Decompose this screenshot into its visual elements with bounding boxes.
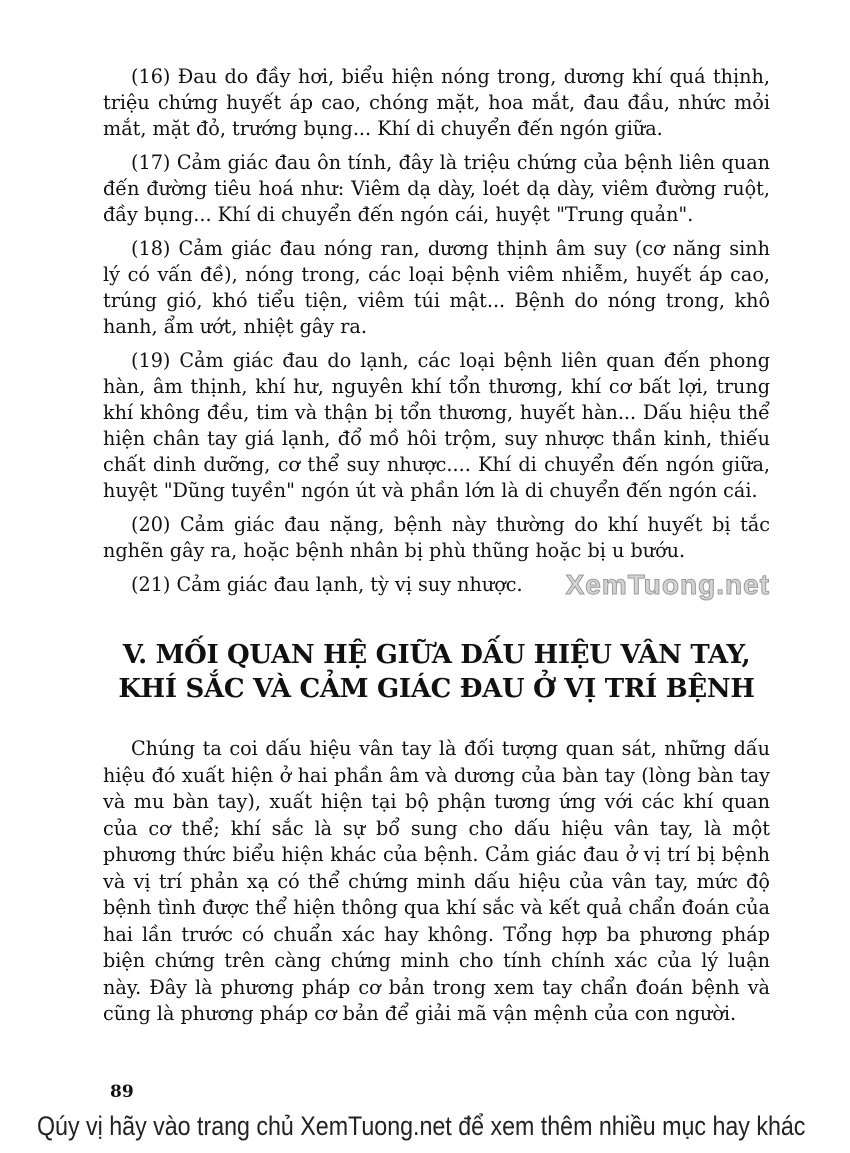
text-line: mắt, mặt đỏ, trướng bụng... Khí di chuyển đến ngón giữa.: [103, 117, 663, 140]
text-line: của cơ thể; khí sắc là sự bổ sung cho dấu hiệu vân tay, là một: [103, 816, 770, 840]
text-line: trúng gió, khó tiểu tiện, viêm túi mật... Bệnh do nóng trong, khô: [103, 289, 770, 312]
symptom-paragraph: [103, 348, 770, 504]
page-content: [103, 64, 770, 1036]
text-line: hiệu đó xuất hiện ở hai phần âm và dương của bàn tay (lòng bàn tay: [103, 763, 770, 787]
watermark: XemTuong.net: [565, 569, 770, 600]
text-line: (21) Cảm giác đau lạnh, tỳ vị suy nhược.: [131, 573, 523, 596]
text-line: lý có vấn đề), nóng trong, các loại bệnh viêm nhiễm, huyết áp cao,: [103, 263, 770, 286]
text-line: đầy bụng... Khí di chuyển đến ngón cái, huyệt "Trung quản".: [103, 203, 694, 226]
symptom-paragraph: [103, 150, 770, 228]
text-line: huyệt "Dũng tuyền" ngón út và phần lớn là di chuyển đến ngón cái.: [103, 479, 758, 502]
text-line: và mu bàn tay), xuất hiện tại bộ phận tương ứng với các khí quan: [103, 790, 770, 813]
page-number: 89: [110, 1082, 134, 1102]
text-line: chất dinh dưỡng, cơ thể suy nhược.... Khí di chuyển đến ngón giữa,: [103, 453, 770, 476]
symptom-paragraph: [103, 512, 770, 564]
text-line: bệnh tình được thể hiện thông qua khí sắc và kết quả chẩn đoán của: [103, 896, 770, 919]
text-line: (20) Cảm giác đau nặng, bệnh này thường do khí huyết bị tắc: [131, 513, 770, 536]
text-line: triệu chứng huyết áp cao, chóng mặt, hoa mắt, đau đầu, nhức mỏi: [103, 91, 770, 114]
text-line: biện chứng trên càng chứng minh cho tính chính xác của lý luận: [103, 949, 770, 972]
section-heading-line: KHÍ SẮC VÀ CẢM GIÁC ĐAU Ở VỊ TRÍ BỆNH: [118, 674, 755, 704]
text-line: nghẽn gây ra, hoặc bệnh nhân bị phù thũng hoặc bị u bướu.: [103, 539, 686, 562]
footer-banner: Qúy vị hãy vào trang chủ XemTuong.net để xem thêm nhiều mục hay khác: [37, 1111, 806, 1141]
symptom-paragraph: [103, 64, 770, 142]
text-line: (17) Cảm giác đau ôn tính, đây là triệu chứng của bệnh liên quan: [131, 151, 770, 174]
text-line: phương thức biểu hiện khác của bệnh. Cảm giác đau ở vị trí bị bệnh: [103, 843, 770, 866]
text-line: và vị trí phản xạ có thể chứng minh dấu hiệu của vân tay, mức độ: [103, 869, 770, 893]
watermark-row: [103, 569, 770, 600]
text-line: này. Đây là phương pháp cơ bản trong xem tay chẩn đoán bệnh và: [103, 975, 770, 999]
text-line: (18) Cảm giác đau nóng ran, dương thịnh âm suy (cơ năng sinh: [131, 237, 770, 260]
text-line: (19) Cảm giác đau do lạnh, các loại bệnh liên quan đến phong: [131, 349, 770, 372]
section-heading: [103, 638, 770, 706]
symptom-paragraph: [103, 236, 770, 340]
text-line: hai lần trước có chuẩn xác hay không. Tổng hợp ba phương pháp: [103, 922, 770, 946]
text-line: cũng là phương pháp cơ bản để giải mã vận mệnh của con người.: [103, 1002, 737, 1025]
text-line: hàn, âm thịnh, khí hư, nguyên khí tổn thương, khí cơ bất lợi, trung: [103, 375, 770, 398]
section-body-paragraph: [103, 736, 770, 1028]
text-line: Chúng ta coi dấu hiệu vân tay là đối tượng quan sát, những dấu: [131, 737, 770, 760]
section-heading-line: V. MỐI QUAN HỆ GIỮA DẤU HIỆU VÂN TAY,: [122, 640, 751, 670]
text-line: khí không đều, tim và thận bị tổn thương, huyết hàn... Dấu hiệu thể: [103, 401, 770, 424]
text-line: hiện chân tay giá lạnh, đổ mồ hôi trộm, suy nhược thần kinh, thiếu: [103, 427, 770, 450]
symptom-paragraph: [103, 569, 770, 600]
symptom-list: [103, 64, 770, 598]
text-line: đến đường tiêu hoá như: Viêm dạ dày, loét dạ dày, viêm đường ruột,: [103, 177, 770, 200]
text-line: (16) Đau do đầy hơi, biểu hiện nóng trong, dương khí quá thịnh,: [131, 65, 770, 88]
text-line: hanh, ẩm ướt, nhiệt gây ra.: [103, 315, 367, 338]
